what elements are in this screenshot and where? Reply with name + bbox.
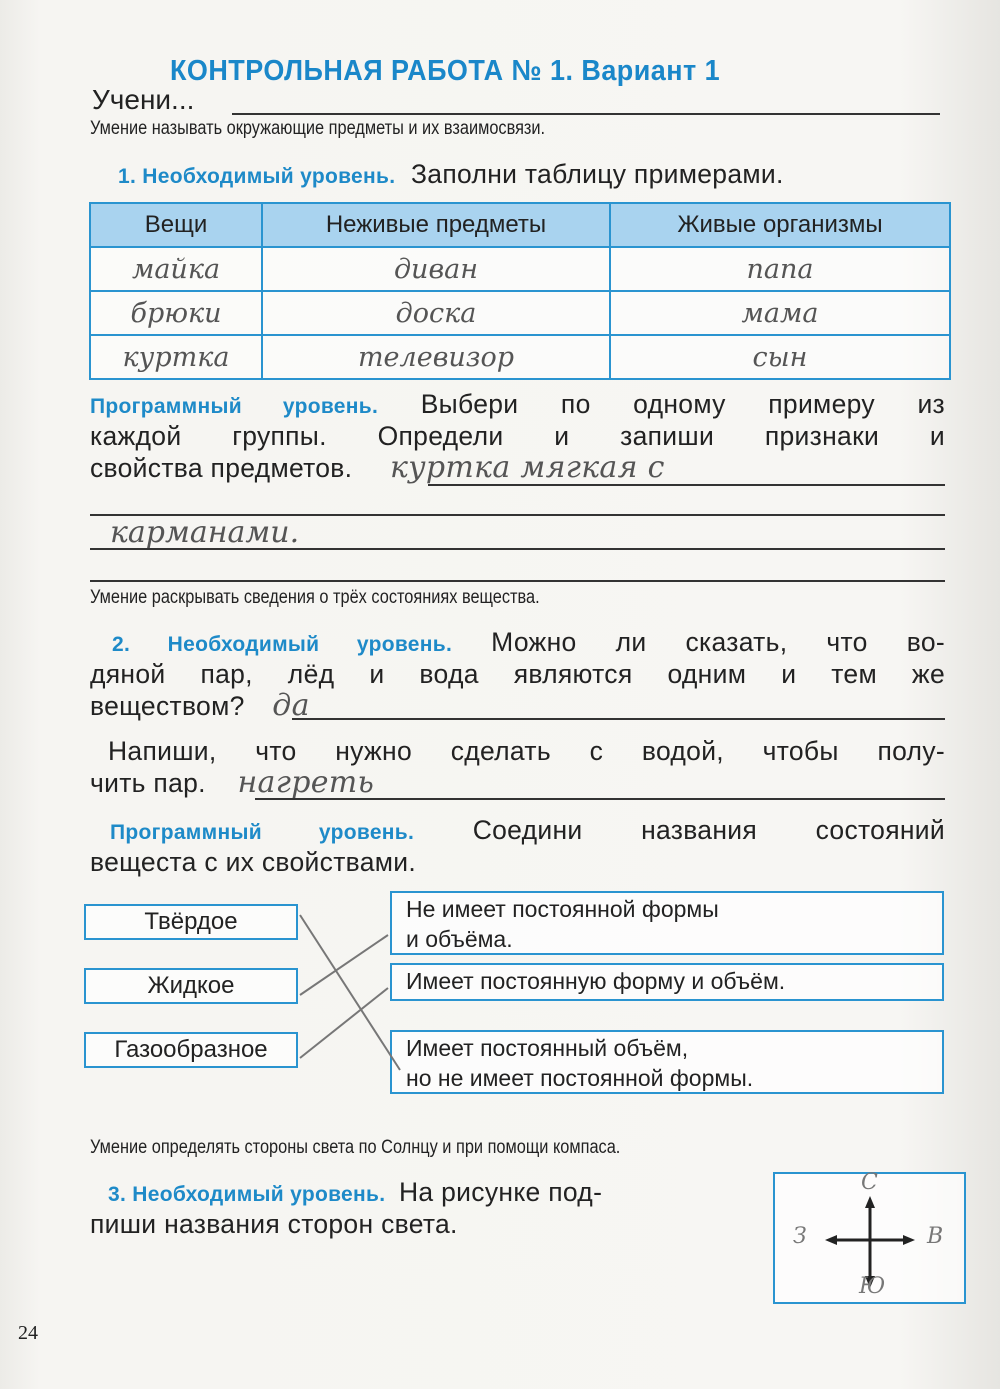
compass-west-label: З [793, 1224, 807, 1249]
task2-line1: 2. Необходимый уровень. Можно ли сказать, что во- [112, 627, 945, 657]
compass-south-label: Ю [859, 1274, 886, 1299]
task1-program-line2: каждой группы. Определи и запиши признаки и [90, 421, 945, 451]
task1-program-line3: свойства предметов. куртка мягкая с [90, 450, 665, 485]
handwritten-answer: да [272, 688, 310, 723]
page-title: КОНТРОЛЬНАЯ РАБОТА № 1. Вариант 1 [170, 55, 721, 87]
task1-text: Заполни таблицу примерами. [411, 159, 784, 189]
skill-note-2: Умение раскрывать сведения о трёх состояниях вещества. [90, 587, 540, 608]
task2-q2-line2: чить пар. нагреть [90, 765, 375, 800]
state-solid[interactable]: Твёрдое [84, 904, 298, 940]
skill-note-3: Умение определять стороны света по Солнцу и при помощи компаса. [90, 1137, 621, 1158]
handwritten-answer: куртка мягкая с [390, 450, 665, 485]
task1-program-line1: Программный уровень. Выбери по одному примеру из [90, 389, 945, 419]
state-gas[interactable]: Газообразное [84, 1032, 298, 1068]
page-number: 24 [18, 1322, 38, 1344]
task2-q2-line1: Напиши, что нужно сделать с водой, чтобы полу- [108, 736, 945, 766]
task2-line3: веществом? да [90, 688, 310, 723]
compass-north-label: С [861, 1170, 878, 1195]
task1-level: 1. Необходимый уровень. [118, 165, 396, 188]
column-header: Живые организмы [610, 203, 950, 247]
table-cell[interactable]: диван [262, 247, 610, 291]
table-cell[interactable]: мама [610, 291, 950, 335]
handwritten-answer: нагреть [237, 765, 375, 800]
task3-line1: 3. Необходимый уровень. На рисунке под- [108, 1177, 603, 1207]
skill-note-1: Умение называть окружающие предметы и их взаимосвязи. [90, 118, 546, 139]
compass-figure [773, 1172, 966, 1304]
table-cell[interactable]: телевизор [262, 335, 610, 379]
state-liquid[interactable]: Жидкое [84, 968, 298, 1004]
property-no-shape-no-volume[interactable]: Не имеет постоянной формы и объёма. [390, 891, 944, 955]
task3-line2: пиши названия сторон света. [90, 1209, 458, 1239]
table-cell[interactable]: сын [610, 335, 950, 379]
table-cell[interactable]: майка [90, 247, 262, 291]
table-cell[interactable]: папа [610, 247, 950, 291]
table-cell[interactable]: брюки [90, 291, 262, 335]
pupil-label: Учени... [92, 84, 195, 115]
table-cell[interactable]: доска [262, 291, 610, 335]
column-header: Вещи [90, 203, 262, 247]
handwritten-answer: карманами. [110, 515, 300, 550]
property-volume-no-shape[interactable]: Имеет постоянный объём, но не имеет постоянной формы. [390, 1030, 944, 1094]
task2-program-line2: вещеста с их свойствами. [90, 847, 417, 877]
property-shape-and-volume[interactable]: Имеет постоянную форму и объём. [390, 963, 944, 1001]
task2-line2: дяной пар, лёд и вода являются одним и тем же [90, 659, 945, 689]
compass-east-label: В [927, 1224, 944, 1249]
table-cell[interactable]: куртка [90, 335, 262, 379]
column-header: Неживые предметы [262, 203, 610, 247]
task2-program-line1: Программный уровень. Соедини названия состояний [110, 815, 945, 845]
